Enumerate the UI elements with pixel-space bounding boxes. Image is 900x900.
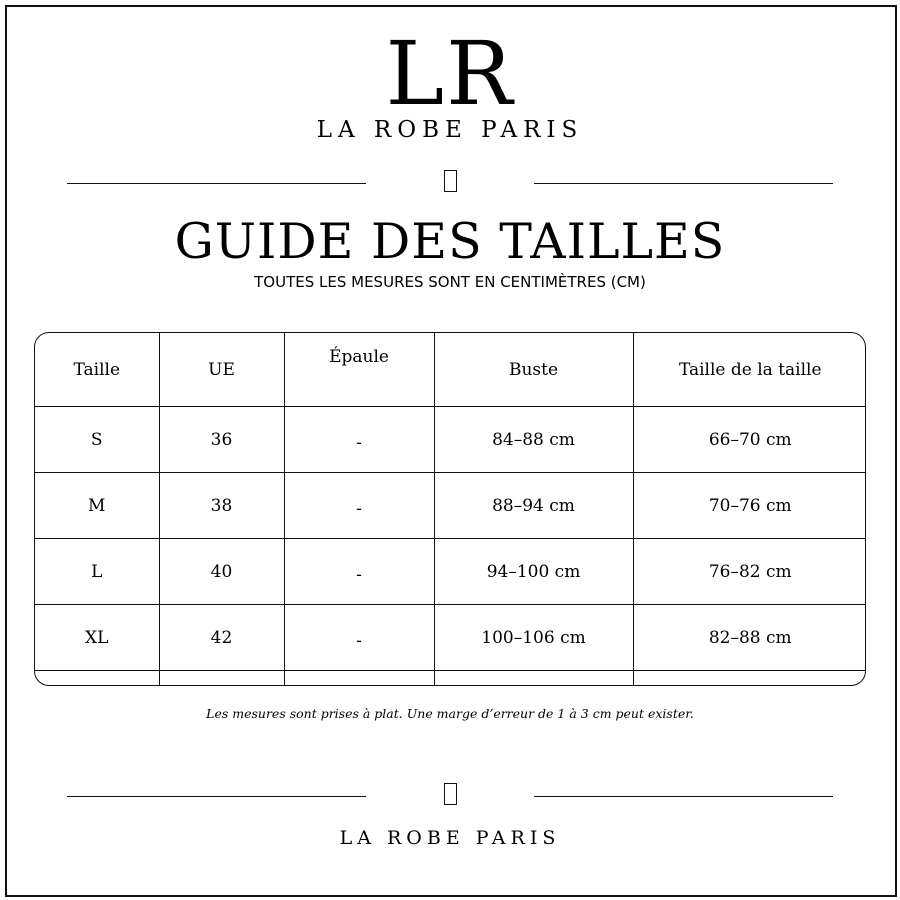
cell-waist	[633, 671, 866, 687]
table-row	[35, 605, 866, 671]
brand-name-bottom: LA ROBE PARIS	[339, 827, 561, 849]
column-header-taille: Taille	[35, 333, 159, 407]
cell-size	[35, 671, 159, 687]
cell-shoulder: -	[284, 605, 434, 671]
cell-shoulder: -	[284, 473, 434, 539]
table-row	[35, 473, 866, 539]
page-subtitle: TOUTES LES MESURES SONT EN CENTIMÈTRES (CM)	[254, 273, 646, 291]
cell-size: L	[35, 539, 159, 605]
divider-left-bottom	[67, 796, 366, 797]
box-glyph-icon	[435, 165, 465, 195]
cell-bust: 94–100 cm	[434, 539, 633, 605]
column-header-epaule: Épaule	[284, 333, 434, 407]
cell-size: XL	[35, 605, 159, 671]
cell-shoulder: -	[284, 539, 434, 605]
box-glyph-icon	[435, 778, 465, 808]
column-header-tour-de-taille: Taille de la taille	[633, 333, 866, 407]
table-header-row	[35, 333, 866, 407]
divider-left-top	[67, 183, 366, 184]
size-table	[35, 333, 866, 686]
cell-eu: 42	[159, 605, 284, 671]
cell-eu: 40	[159, 539, 284, 605]
column-header-buste: Buste	[434, 333, 633, 407]
cell-shoulder: -	[284, 407, 434, 473]
cell-bust: 100–106 cm	[434, 605, 633, 671]
cell-eu: 36	[159, 407, 284, 473]
cell-size: S	[35, 407, 159, 473]
divider-right-top	[534, 183, 833, 184]
cell-eu: 38	[159, 473, 284, 539]
cell-size: M	[35, 473, 159, 539]
cell-shoulder	[284, 671, 434, 687]
column-header-ue: UE	[159, 333, 284, 407]
brand-name-top: LA ROBE PARIS	[316, 117, 584, 143]
cell-waist: 66–70 cm	[633, 407, 866, 473]
cell-bust: 88–94 cm	[434, 473, 633, 539]
size-table-container	[34, 332, 866, 686]
table-row	[35, 539, 866, 605]
measurement-note: Les mesures sont prises à plat. Une marge d’erreur de 1 à 3 cm peut exister.	[206, 706, 694, 721]
cell-waist: 76–82 cm	[633, 539, 866, 605]
cell-waist: 82–88 cm	[633, 605, 866, 671]
table-row	[35, 671, 866, 687]
page-title: GUIDE DES TAILLES	[174, 213, 726, 270]
cell-bust	[434, 671, 633, 687]
brand-logo: LR	[385, 22, 515, 125]
divider-right-bottom	[534, 796, 833, 797]
table-row	[35, 407, 866, 473]
cell-eu	[159, 671, 284, 687]
cell-waist: 70–76 cm	[633, 473, 866, 539]
cell-bust: 84–88 cm	[434, 407, 633, 473]
